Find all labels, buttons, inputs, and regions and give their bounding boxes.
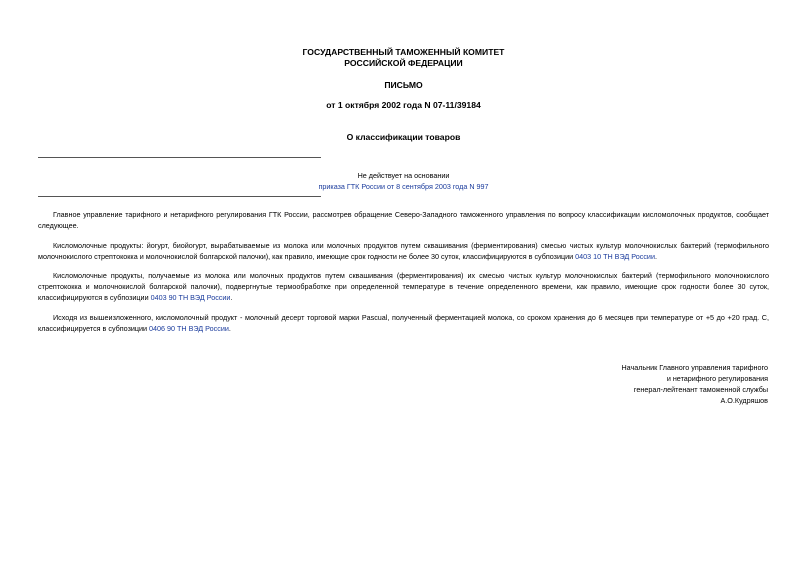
document-date-number: от 1 октября 2002 года N 07-11/39184 — [326, 100, 481, 110]
issuer-line-2: РОССИЙСКОЙ ФЕДЕРАЦИИ — [344, 57, 463, 68]
divider-bottom — [38, 196, 321, 197]
paragraph-3 — [38, 270, 769, 303]
paragraph-2-text: Кисломолочные продукты: йогурт, биойогурт, вырабатываемые из молока или молочных продуктов путем сквашивания (ферментирования) смесью чистых культур молочнокислых бактерий (термофильного молочнокислого стрептококка и молочнокислой болгарской палочки), как правило, имеющие срок годности не более 30 суток, классифицируются в субпозиции — [38, 241, 769, 261]
issuer-header — [0, 47, 807, 68]
signatory-name: А.О.Кудряшов — [720, 396, 768, 405]
paragraph-1 — [38, 209, 769, 231]
subheading-0403-10-link[interactable]: 0403 10 ТН ВЭД России — [575, 252, 655, 261]
paragraph-4-end: . — [228, 324, 231, 333]
repeal-order-link[interactable]: приказа ГТК России от 8 сентября 2003 года N 997 — [318, 182, 489, 191]
issuer-line-1: ГОСУДАРСТВЕННЫЙ ТАМОЖЕННЫЙ КОМИТЕТ — [302, 47, 505, 57]
signatory-title-2: и нетарифного регулирования — [666, 374, 768, 383]
paragraph-1-text: Главное управление тарифного и нетарифного регулирования ГТК России, рассмотрев обращение Северо-Западного таможенного управления по вопросу классификации кисломолочных продуктов, сообщает следующее. — [38, 210, 769, 230]
subheading-0406-90-link[interactable]: 0406 90 ТН ВЭД России — [149, 324, 229, 333]
signatory-title-1: Начальник Главного управления тарифного — [621, 363, 768, 372]
paragraph-2 — [38, 240, 769, 262]
paragraph-4 — [38, 312, 769, 334]
divider-top — [38, 157, 321, 158]
status-note: Не действует на основании — [357, 171, 450, 180]
document-type: ПИСЬМО — [384, 80, 423, 90]
paragraph-4-text: Исходя из вышеизложенного, кисломолочный продукт - молочный десерт торговой марки Pascual, полученный ферментацией молока, со сроком хранения до 6 месяцев при температуре от +5 до +20 град. С, классифицируется в субпозиции — [38, 313, 769, 333]
paragraph-3-text: Кисломолочные продукты, получаемые из молока или молочных продуктов путем сквашивания (ферментирования) их смесью чистых культур молочнокислых бактерий (термофильного молочнокислого стрептококка и молочнокислой болгарской палочки), подвергнутые термообработке при определенной температуре в течение определенного времени, как правило, имеющие срок годности более 30 суток, классифицируются в субпозиции — [38, 271, 769, 302]
status-link-line — [240, 181, 567, 192]
signature-block — [621, 362, 768, 406]
paragraph-3-end: . — [230, 293, 233, 302]
paragraph-2-end: . — [654, 252, 657, 261]
signatory-rank: генерал-лейтенант таможенной службы — [633, 385, 768, 394]
document-subject: О классификации товаров — [346, 132, 461, 142]
subheading-0403-90-link[interactable]: 0403 90 ТН ВЭД России — [150, 293, 231, 302]
